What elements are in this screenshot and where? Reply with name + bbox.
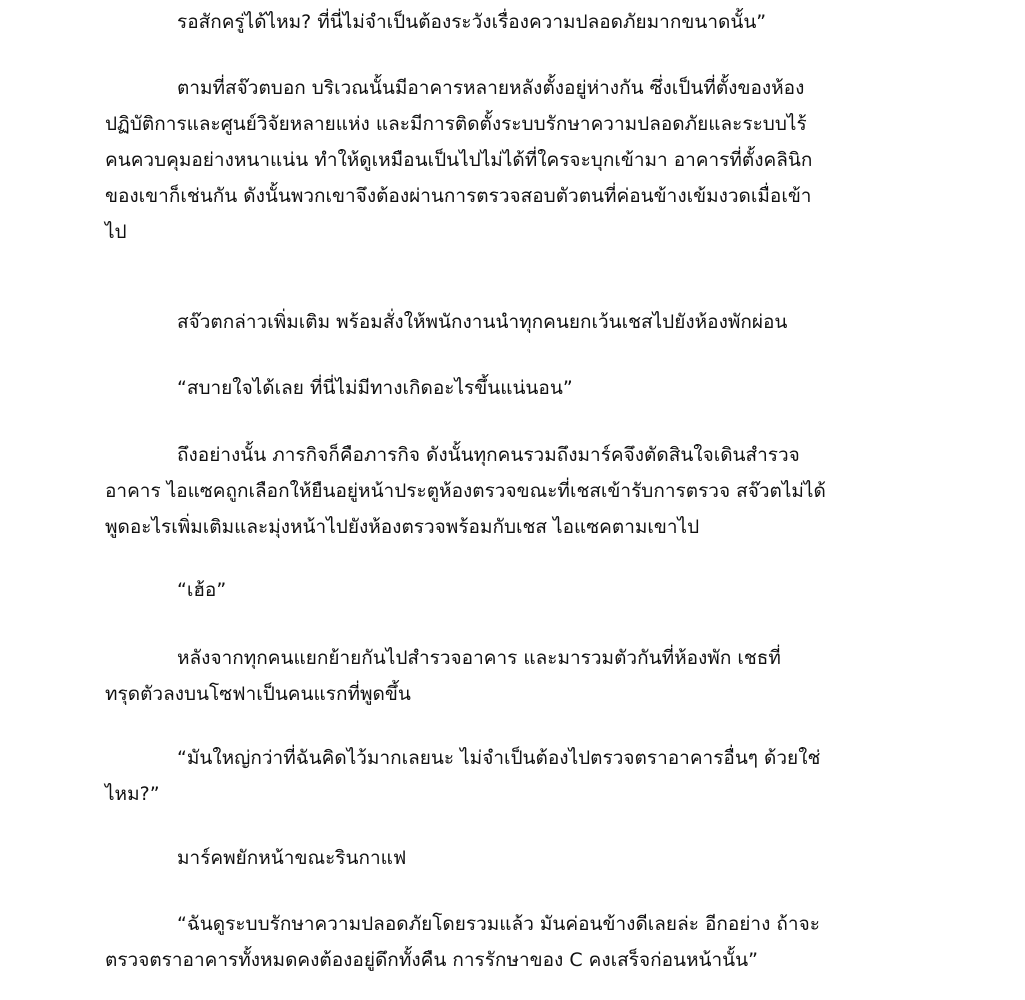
text-line: “ฉันดูระบบรักษาความปลอดภัยโดยรวมแล้ว มันค่อนข้างดีเลยล่ะ อีกอย่าง ถ้าจะ xyxy=(177,913,820,935)
paragraph-5 xyxy=(105,437,925,545)
text-line: สจ๊วตกล่าวเพิ่มเติม พร้อมสั่งให้พนักงานนำทุกคนยกเว้นเชสไปยังห้องพักผ่อน xyxy=(177,311,788,333)
text-line: อาคาร ไอแซคถูกเลือกให้ยืนอยู่หน้าประตูห้องตรวจขณะที่เชสเข้ารับการตรวจ สจ๊วตไม่ได้ xyxy=(105,480,826,502)
paragraph-8 xyxy=(105,740,925,812)
text-line: “เฮ้อ” xyxy=(177,579,227,601)
text-line: ปฏิบัติการและศูนย์วิจัยหลายแห่ง และมีการติดตั้งระบบรักษาความปลอดภัยและระบบไร้ xyxy=(105,113,807,135)
paragraph-3 xyxy=(105,304,925,340)
text-line: มาร์คพยักหน้าขณะรินกาแฟ xyxy=(177,847,407,869)
text-line: ถึงอย่างนั้น ภารกิจก็คือภารกิจ ดังนั้นทุกคนรวมถึงมาร์คจึงตัดสินใจเดินสำรวจ xyxy=(177,444,800,466)
text-line: ไป xyxy=(105,221,127,243)
text-line: คนควบคุมอย่างหนาแน่น ทำให้ดูเหมือนเป็นไปไม่ได้ที่ใครจะบุกเข้ามา อาคารที่ตั้งคลินิก xyxy=(105,149,813,171)
text-line: หลังจากทุกคนแยกย้ายกันไปสำรวจอาคาร และมารวมตัวกันที่ห้องพัก เชธที่ xyxy=(177,647,781,669)
paragraph-1 xyxy=(105,4,925,40)
paragraph-7 xyxy=(105,640,925,712)
text-line: ทรุดตัวลงบนโซฟาเป็นคนแรกที่พูดขึ้น xyxy=(105,683,411,705)
text-line: “มันใหญ่กว่าที่ฉันคิดไว้มากเลยนะ ไม่จำเป็นต้องไปตรวจตราอาคารอื่นๆ ด้วยใช่ xyxy=(177,747,821,769)
text-line: ตรวจตราอาคารทั้งหมดคงต้องอยู่ดึกทั้งคืน การรักษาของ C คงเสร็จก่อนหน้านั้น” xyxy=(105,949,758,971)
paragraph-6 xyxy=(105,572,925,608)
paragraph-9 xyxy=(105,840,925,876)
text-line: รอสักครู่ได้ไหม? ที่นี่ไม่จำเป็นต้องระวังเรื่องความปลอดภัยมากขนาดนั้น” xyxy=(177,11,767,33)
paragraph-4 xyxy=(105,370,925,406)
text-line: พูดอะไรเพิ่มเติมและมุ่งหน้าไปยังห้องตรวจพร้อมกับเชส ไอแซคตามเขาไป xyxy=(105,516,700,538)
paragraph-10 xyxy=(105,906,925,978)
paragraph-2 xyxy=(105,70,925,250)
text-line: ตามที่สจ๊วตบอก บริเวณนั้นมีอาคารหลายหลังตั้งอยู่ห่างกัน ซึ่งเป็นที่ตั้งของห้อง xyxy=(177,77,805,99)
text-line: ไหม?” xyxy=(105,783,160,805)
text-line: ของเขาก็เช่นกัน ดังนั้นพวกเขาจึงต้องผ่านการตรวจสอบตัวตนที่ค่อนข้างเข้มงวดเมื่อเข้า xyxy=(105,185,812,207)
text-line: “สบายใจได้เลย ที่นี่ไม่มีทางเกิดอะไรขึ้นแน่นอน” xyxy=(177,377,573,399)
